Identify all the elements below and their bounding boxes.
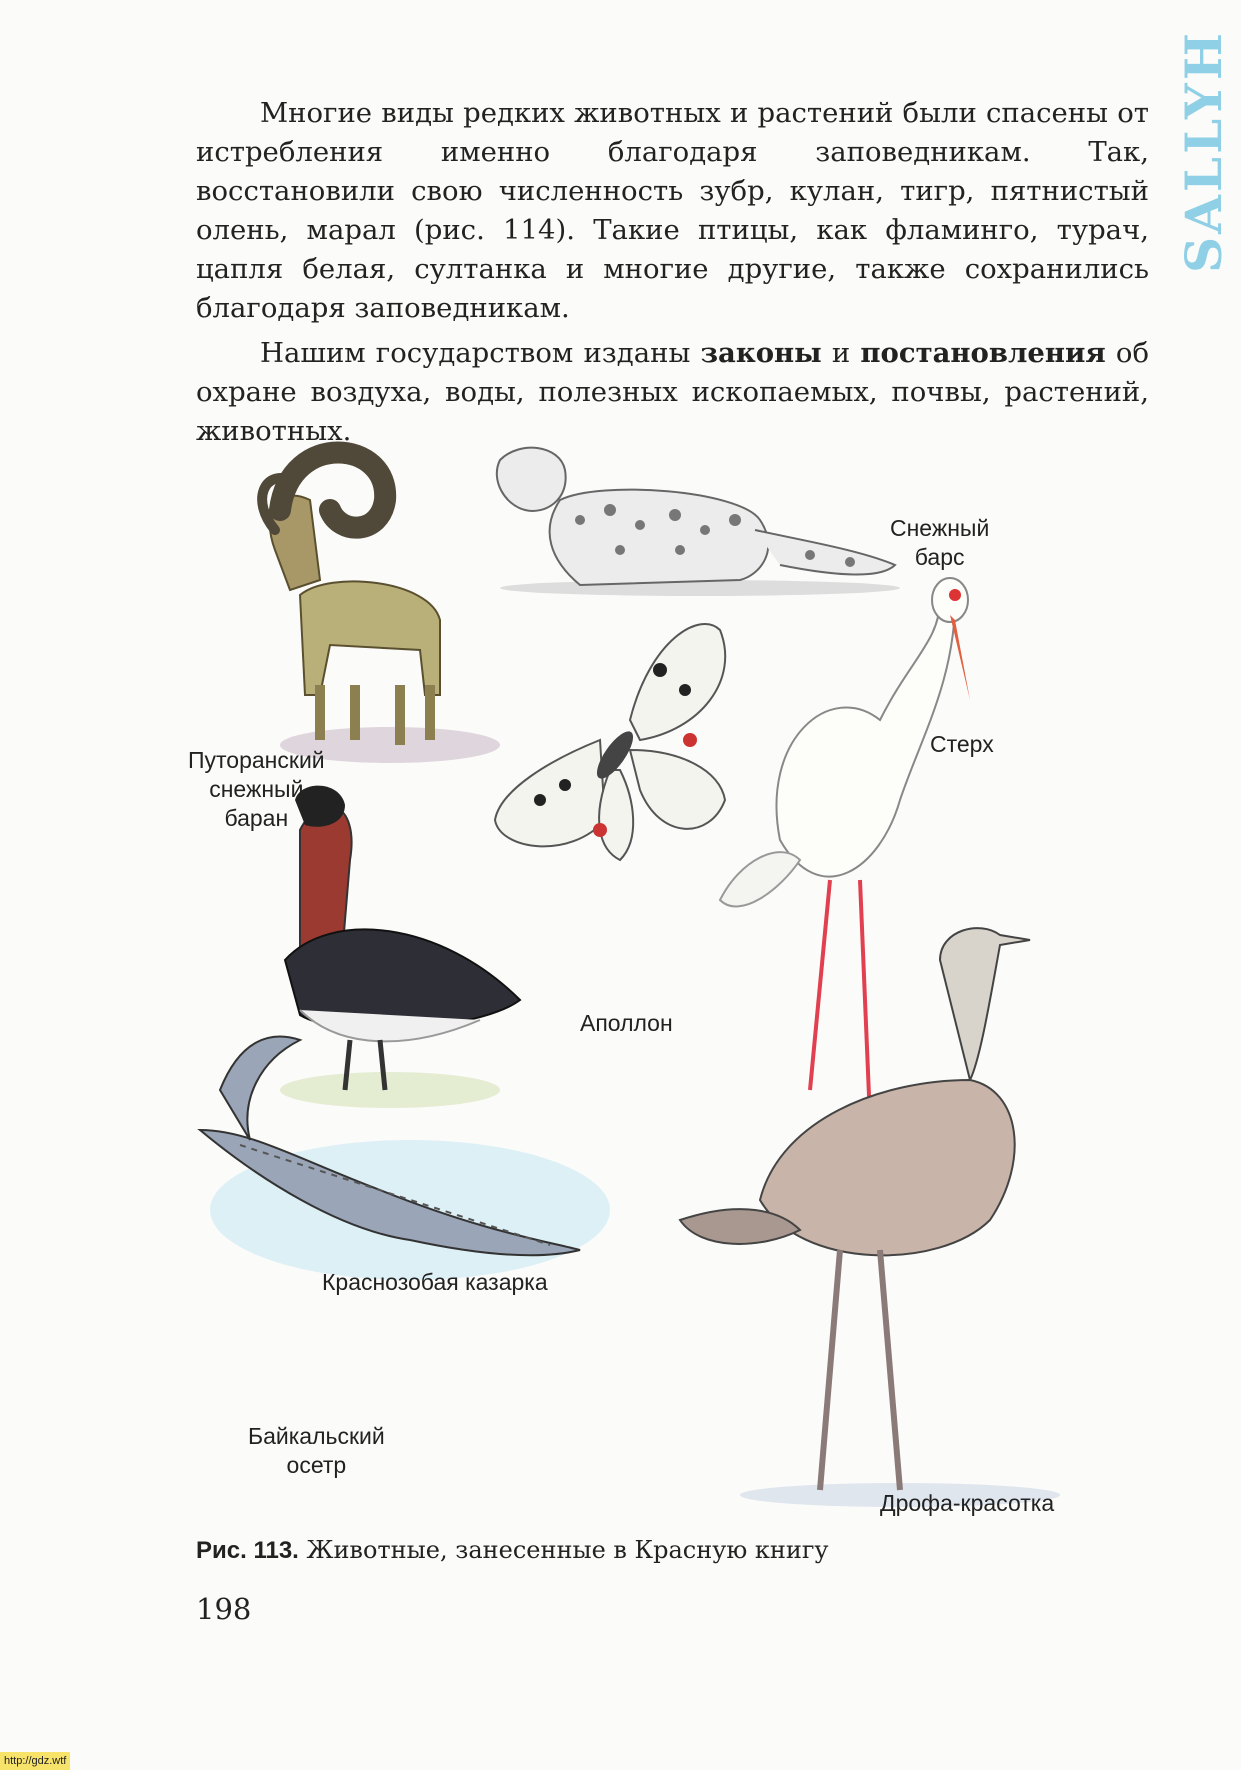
ram-illustration xyxy=(262,453,500,764)
paragraph-2-end: об охране воздуха, воды, полезных ископаемых, почвы, растений, животных. xyxy=(196,337,1150,447)
figure-caption-text: Животные, занесенные в Красную книгу xyxy=(298,1536,829,1564)
side-watermark xyxy=(1173,22,1233,280)
paragraph-2-start: Нашим государством изданы xyxy=(260,337,701,369)
label-putorana-ram: Путоранский снежный баран xyxy=(188,747,325,831)
watermark-text: SALLYH xyxy=(1173,29,1233,273)
label-snow-leopard: Снежный барс xyxy=(890,515,990,570)
figure-caption-number: Рис. 113. xyxy=(196,1537,299,1564)
page-number: 198 xyxy=(196,1592,252,1626)
paragraph-2-conjunction: и xyxy=(821,337,861,369)
paragraph-2 xyxy=(196,334,1149,451)
bustard-illustration xyxy=(680,928,1060,1507)
label-houbara-bustard: Дрофа-красотка xyxy=(880,1490,1055,1516)
label-red-breasted-goose: Краснозобая казарка xyxy=(322,1269,548,1295)
body-text xyxy=(196,94,1149,451)
bold-term-decrees: постановления xyxy=(860,337,1106,369)
bold-term-laws: законы xyxy=(700,337,822,369)
crane-illustration xyxy=(720,578,970,1120)
paragraph-1: Многие виды редких животных и растений были спасены от истребления именно благодаря заповедникам. Так, восстановили свою численность зубр, кулан, тигр, пятнистый олень, марал (рис. 114). Такие птицы, как фламинго, турач, цапля белая, султанка и многие другие, также сохранились благодаря заповедникам. xyxy=(196,97,1149,324)
label-apollo: Аполлон xyxy=(580,1010,673,1036)
figure-caption xyxy=(196,1536,829,1565)
apollo-butterfly-illustration xyxy=(495,624,725,860)
source-url-footer: http://gdz.wtf xyxy=(0,1752,70,1770)
label-baikal-sturgeon: Байкальский осетр xyxy=(248,1423,385,1478)
figure-red-book-animals xyxy=(180,440,1180,1550)
figure-illustration xyxy=(180,440,1180,1550)
goose-illustration xyxy=(280,786,520,1108)
snow-leopard-illustration xyxy=(497,448,900,596)
label-siberian-crane: Стерх xyxy=(930,731,994,757)
